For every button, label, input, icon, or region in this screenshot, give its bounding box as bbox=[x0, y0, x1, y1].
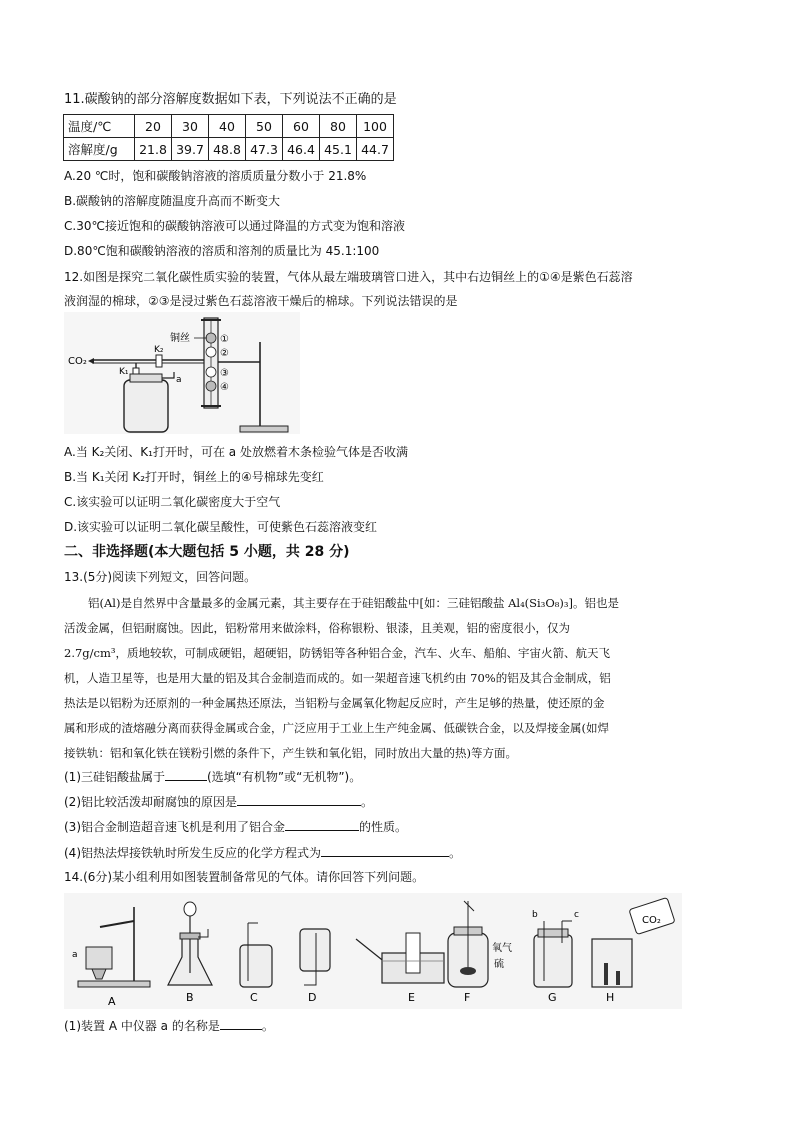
q13-question-3 bbox=[64, 817, 407, 836]
label-b: B bbox=[186, 991, 194, 1004]
label-c: C bbox=[250, 991, 258, 1004]
passage-line: 属和形成的渣熔融分离而获得金属或合金，广泛应用于工业上生产纯金属、低碳铁合金，以及焊接金属(如焊 bbox=[64, 721, 609, 735]
question-text: (选填“有机物”或“无机物”)。 bbox=[207, 770, 362, 784]
table-cell: 39.7 bbox=[172, 138, 209, 161]
question-text: (3)铝合金制造超音速飞机是利用了铝合金 bbox=[64, 820, 285, 834]
q14-question-1 bbox=[64, 1016, 274, 1035]
table-cell: 46.4 bbox=[283, 138, 320, 161]
q12-option-b: B.当 K₁关闭 K₂打开时，铜丝上的④号棉球先变红 bbox=[64, 470, 324, 484]
table-cell: 44.7 bbox=[357, 138, 394, 161]
outlet-a-label: a bbox=[176, 375, 182, 385]
q11-option-d: D.80℃饱和碳酸钠溶液的溶质和溶剂的质量比为 45.1:100 bbox=[64, 244, 380, 258]
q13-stem: 13.(5分)阅读下列短文，回答问题。 bbox=[64, 570, 257, 584]
solubility-header: 溶解度/g bbox=[64, 138, 135, 161]
cotton-3-label: ③ bbox=[220, 368, 229, 379]
question-text: (1)装置 A 中仪器 a 的名称是 bbox=[64, 1019, 220, 1033]
table-cell: 50 bbox=[246, 115, 283, 138]
answer-blank[interactable] bbox=[165, 767, 207, 781]
cotton-1-label: ① bbox=[220, 334, 229, 345]
label-f: F bbox=[464, 991, 471, 1004]
table-cell: 47.3 bbox=[246, 138, 283, 161]
temperature-header: 温度/℃ bbox=[64, 115, 135, 138]
q13-question-2 bbox=[64, 792, 373, 811]
table-cell: 40 bbox=[209, 115, 246, 138]
answer-blank[interactable] bbox=[321, 843, 449, 857]
section-heading: 二、非选择题(本大题包括 5 小题，共 28 分) bbox=[64, 544, 350, 560]
q14-stem: 14.(6分)某小组利用如图装置制备常见的气体。请你回答下列问题。 bbox=[64, 870, 425, 884]
gas-apparatus-figure bbox=[64, 893, 682, 1009]
label-g: G bbox=[548, 991, 557, 1004]
q12-stem-line1: 12.如图是探究二氧化碳性质实验的装置，气体从最左端玻璃管口进入，其中右边铜丝上的①④是紫色石蕊溶 bbox=[64, 270, 633, 284]
passage-line: 热法是以铝粉为还原剂的一种金属热还原法，当铝粉与金属氧化物起反应时，产生足够的热量，使还原的金 bbox=[64, 696, 605, 710]
question-text: 。 bbox=[361, 795, 374, 809]
port-b-label: b bbox=[532, 910, 538, 920]
answer-blank[interactable] bbox=[285, 817, 359, 831]
q12-stem-line2: 液润湿的棉球，②③是浸过紫色石蕊溶液干燥后的棉球。下列说法错误的是 bbox=[64, 294, 458, 308]
label-e: E bbox=[408, 991, 415, 1004]
q11-option-c: C.30℃接近饱和的碳酸钠溶液可以通过降温的方式变为饱和溶液 bbox=[64, 219, 405, 233]
copper-wire-label: 铜丝 bbox=[170, 333, 190, 344]
table-cell: 60 bbox=[283, 115, 320, 138]
label-d: D bbox=[308, 991, 317, 1004]
port-c-label: c bbox=[574, 910, 579, 920]
table-cell: 48.8 bbox=[209, 138, 246, 161]
q12-option-c: C.该实验可以证明二氧化碳密度大于空气 bbox=[64, 495, 281, 509]
question-text: (1)三硅铝酸盐属于 bbox=[64, 770, 165, 784]
q13-question-1 bbox=[64, 767, 361, 786]
table-cell: 21.8 bbox=[135, 138, 172, 161]
passage-line: 活泼金属，但铝耐腐蚀。因此，铝粉常用来做涂料，俗称银粉、银漆，且美观，铝的密度很小，仅为 bbox=[64, 621, 570, 635]
k2-label: K₂ bbox=[154, 345, 164, 355]
q11-stem: 11.碳酸钠的部分溶解度数据如下表，下列说法不正确的是 bbox=[64, 92, 397, 107]
table-row bbox=[64, 115, 394, 138]
passage-line: 铝(Al)是自然界中含量最多的金属元素，其主要存在于硅铝酸盐中[如：三硅铝酸盐 Al₄(Si₃O₈)₃]。铝也是 bbox=[88, 596, 619, 610]
table-cell: 30 bbox=[172, 115, 209, 138]
table-cell: 20 bbox=[135, 115, 172, 138]
question-text: 。 bbox=[449, 846, 462, 860]
cotton-2-label: ② bbox=[220, 348, 229, 359]
table-cell: 45.1 bbox=[320, 138, 357, 161]
answer-blank[interactable] bbox=[237, 792, 361, 806]
label-a: A bbox=[108, 995, 116, 1008]
passage-line: 机，人造卫星等，也是用大量的铝及其合金制造而成的。如一架超音速飞机约由 70%的铝及其合金制成，铝 bbox=[64, 671, 611, 685]
q12-option-d: D.该实验可以证明二氧化碳呈酸性，可使紫色石蕊溶液变红 bbox=[64, 520, 378, 534]
table-cell: 80 bbox=[320, 115, 357, 138]
k1-label: K₁ bbox=[119, 367, 129, 377]
co2-apparatus-figure bbox=[64, 312, 300, 434]
q13-passage bbox=[64, 591, 734, 766]
q12-option-a: A.当 K₂关闭、K₁打开时，可在 a 处放燃着木条检验气体是否收满 bbox=[64, 445, 408, 459]
answer-blank[interactable] bbox=[220, 1016, 262, 1030]
label-h: H bbox=[606, 991, 615, 1004]
q11-option-b: B.碳酸钠的溶解度随温度升高而不断变大 bbox=[64, 194, 281, 208]
cotton-4-label: ④ bbox=[220, 382, 229, 393]
q11-option-a: A.20 ℃时，饱和碳酸钠溶液的溶质质量分数小于 21.8% bbox=[64, 169, 367, 183]
question-text: 的性质。 bbox=[359, 820, 408, 834]
sulfur-label: 硫 bbox=[494, 959, 504, 970]
instrument-a-label: a bbox=[72, 950, 78, 960]
table-cell: 100 bbox=[357, 115, 394, 138]
oxygen-label: 氧气 bbox=[492, 943, 512, 954]
solubility-table bbox=[63, 114, 394, 161]
q13-question-4 bbox=[64, 843, 461, 862]
question-text: (4)铝热法焊接铁轨时所发生反应的化学方程式为 bbox=[64, 846, 321, 860]
question-text: (2)铝比较活泼却耐腐蚀的原因是 bbox=[64, 795, 237, 809]
table-row bbox=[64, 138, 394, 161]
passage-line: 2.7g/cm³，质地较软，可制成硬铝，超硬铝，防锈铝等各种铝合金，汽车、火车、船舶、宇宙火箭、航天飞 bbox=[64, 646, 610, 660]
passage-line: 接铁轨：铝和氧化铁在镁粉引燃的条件下，产生铁和氧化铝，同时放出大量的热)等方面。 bbox=[64, 746, 517, 760]
question-text: 。 bbox=[261, 1019, 274, 1033]
co2-label: CO₂ bbox=[68, 356, 87, 367]
co2-bottle-label: CO₂ bbox=[642, 915, 661, 926]
